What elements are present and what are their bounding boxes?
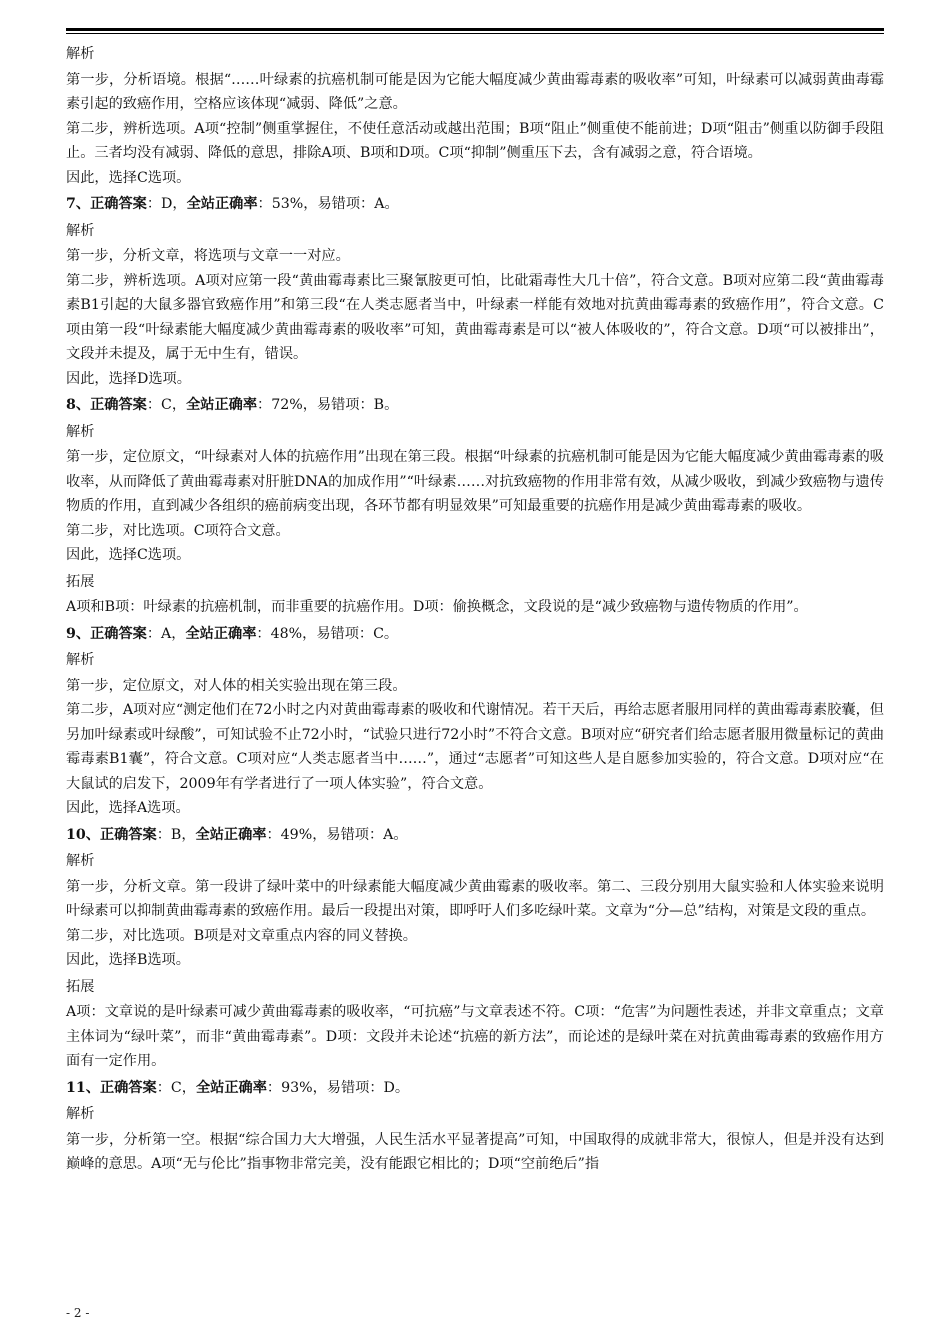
correct-answer-label: 正确答案 [90, 625, 147, 642]
paragraph: 第一步，分析文章，将选项与文章一一对应。 [66, 248, 350, 264]
section-label: 解析 [66, 222, 95, 239]
paragraph: 因此，选择B选项。 [66, 952, 190, 968]
accuracy-label: 全站正确率 [185, 625, 257, 642]
document-body [66, 40, 884, 1177]
answer-line [66, 1076, 884, 1101]
paragraph: 因此，选择C选项。 [66, 547, 191, 563]
correct-answer-value: ：C， [146, 397, 187, 413]
paragraph: 第一步，分析语境。根据“……叶绿素的抗癌机制可能是因为它能大幅度减少黄曲霉毒素的吸收率”可知，叶绿素可以减弱黄曲毒霉素引起的致癌作用，空格应该体现“减弱、降低”之意。 [66, 71, 884, 112]
paragraph: 第一步，分析文章。第一段讲了绿叶菜中的叶绿素能大幅度减少黄曲霉素的吸收率。第二、三段分别用大鼠实验和人体实验来说明叶绿素可以抑制黄曲霉毒素的致癌作用。最后一段提出对策，即呼吁人们多吃绿叶菜。文章为“分—总”结构，对策是文段的重点。 [66, 878, 884, 919]
accuracy-value: ：53%，易错项：A。 [257, 196, 399, 212]
page-number: - 2 - [66, 1306, 90, 1320]
paragraph: 因此，选择A选项。 [66, 800, 190, 816]
answer-line [66, 622, 884, 647]
question-number: 8、 [66, 397, 91, 413]
accuracy-label: 全站正确率 [186, 397, 258, 413]
section-label: 解析 [66, 46, 95, 62]
answer-line [66, 823, 884, 848]
header-rule [66, 28, 884, 31]
paragraph: A项：文章说的是叶绿素可减少黄曲霉毒素的吸收率，“可抗癌”与文章表述不符。C项：“危害”为问题性表述，并非文章重点；文章主体词为“绿叶菜”，而非“黄曲霉毒素”。D项：文段并未论述“抗癌的新方法”，而论述的是绿叶菜在对抗黄曲霉毒素的致癌作用方面有一定作用。 [66, 1004, 884, 1069]
accuracy-label: 全站正确率 [195, 1079, 267, 1096]
section-label: 解析 [66, 853, 95, 869]
answer-line [66, 393, 884, 418]
correct-answer-value: ：A， [146, 625, 186, 642]
accuracy-value: ：72%，易错项：B。 [257, 397, 399, 413]
header-rule-thin [66, 33, 884, 34]
paragraph: 第一步，定位原文，对人体的相关实验出现在第三段。 [66, 677, 407, 694]
correct-answer-value: ：D， [146, 196, 187, 212]
question-number: 9、 [66, 625, 91, 642]
correct-answer-value: ：B， [156, 826, 196, 843]
section-label: 拓展 [66, 978, 95, 995]
correct-answer-label: 正确答案 [90, 196, 147, 212]
paragraph: 第二步，对比选项。C项符合文意。 [66, 522, 290, 539]
paragraph: 因此，选择C选项。 [66, 169, 191, 186]
question-number: 10、 [66, 826, 100, 843]
correct-answer-label: 正确答案 [90, 397, 147, 413]
accuracy-value: ：49%，易错项：A。 [266, 826, 408, 843]
section-label: 解析 [66, 423, 95, 440]
accuracy-value: ：93%，易错项：D。 [266, 1079, 410, 1096]
paragraph: 第二步，辨析选项。A项对应第一段“黄曲霉毒素比三聚氰胺更可怕，比砒霜毒性大几十倍”，符合文意。B项对应第二段“黄曲霉毒素B1引起的大鼠多器官致癌作用”和第三段“在人类志愿者当中，叶绿素一样能有效地对抗黄曲霉毒素的致癌作用”，符合文意。C项由第一段“叶绿素能大幅度减少黄曲霉毒素的吸收率”可知，黄曲霉毒素是可以“被人体吸收的”，符合文意。D项“可以被排出”，文段并未提及，属于无中生有，错误。 [66, 272, 884, 362]
accuracy-label: 全站正确率 [186, 196, 258, 212]
question-number: 11、 [66, 1079, 100, 1096]
question-number: 7、 [66, 196, 91, 212]
paragraph: 第二步，A项对应“测定他们在72小时之内对黄曲霉毒素的吸收和代谢情况。若干天后，再给志愿者服用同样的黄曲霉毒素胶囊，但另加叶绿素或叶绿酸”，可知试验不止72小时，“试验只进行72小时”不符合文意。B项对应“研究者们给志愿者服用微量标记的黄曲霉毒素B1囊”，符合文意。C项对应“人类志愿者当中……”，通过“志愿者”可知这些人是自愿参加实验的，符合文意。D项对应“在大鼠试的启发下，2009年有学者进行了一项人体实验”，符合文意。 [66, 702, 884, 792]
accuracy-value: ：48%，易错项：C。 [256, 625, 399, 642]
section-label: 解析 [66, 652, 95, 668]
paragraph: 第二步，对比选项。B项是对文章重点内容的同义替换。 [66, 927, 417, 944]
paragraph: 因此，选择D选项。 [66, 370, 191, 387]
correct-answer-value: ：C， [156, 1079, 196, 1096]
answer-line [66, 192, 884, 217]
paragraph: 第一步，分析第一空。根据“综合国力大大增强，人民生活水平显著提高”可知，中国取得的成就非常大，很惊人，但是并没有达到巅峰的意思。A项“无与伦比”指事物非常完美，没有能跟它相比的；D项“空前绝后”指 [66, 1131, 884, 1172]
paragraph: 第一步，定位原文，“叶绿素对人体的抗癌作用”出现在第三段。根据“叶绿素的抗癌机制可能是因为它能大幅度减少黄曲霉毒素的吸收率，从而降低了黄曲霉毒素对肝脏DNA的加成作用”“叶绿素……对抗致癌物的作用非常有效，从减少吸收，到减少致癌物与遗传物质的作用，直到减少各组织的癌前病变出现，各环节都有明显效果”可知最重要的抗癌作用是减少黄曲霉毒素的吸收。 [66, 449, 884, 514]
correct-answer-label: 正确答案 [99, 826, 157, 843]
paragraph: 第二步，辨析选项。A项“控制”侧重掌握住，不使任意活动或越出范围；B项“阻止”侧重使不能前进；D项“阻击”侧重以防御手段阻止。三者均没有减弱、降低的意思，排除A项、B项和D项。C项“抑制”侧重压下去，含有减弱之意，符合语境。 [66, 120, 884, 161]
accuracy-label: 全站正确率 [195, 826, 267, 843]
paragraph: A项和B项：叶绿素的抗癌机制，而非重要的抗癌作用。D项：偷换概念，文段说的是“减少致癌物与遗传物质的作用”。 [66, 599, 808, 615]
section-label: 拓展 [66, 573, 95, 590]
section-label: 解析 [66, 1106, 95, 1122]
correct-answer-label: 正确答案 [99, 1079, 157, 1096]
